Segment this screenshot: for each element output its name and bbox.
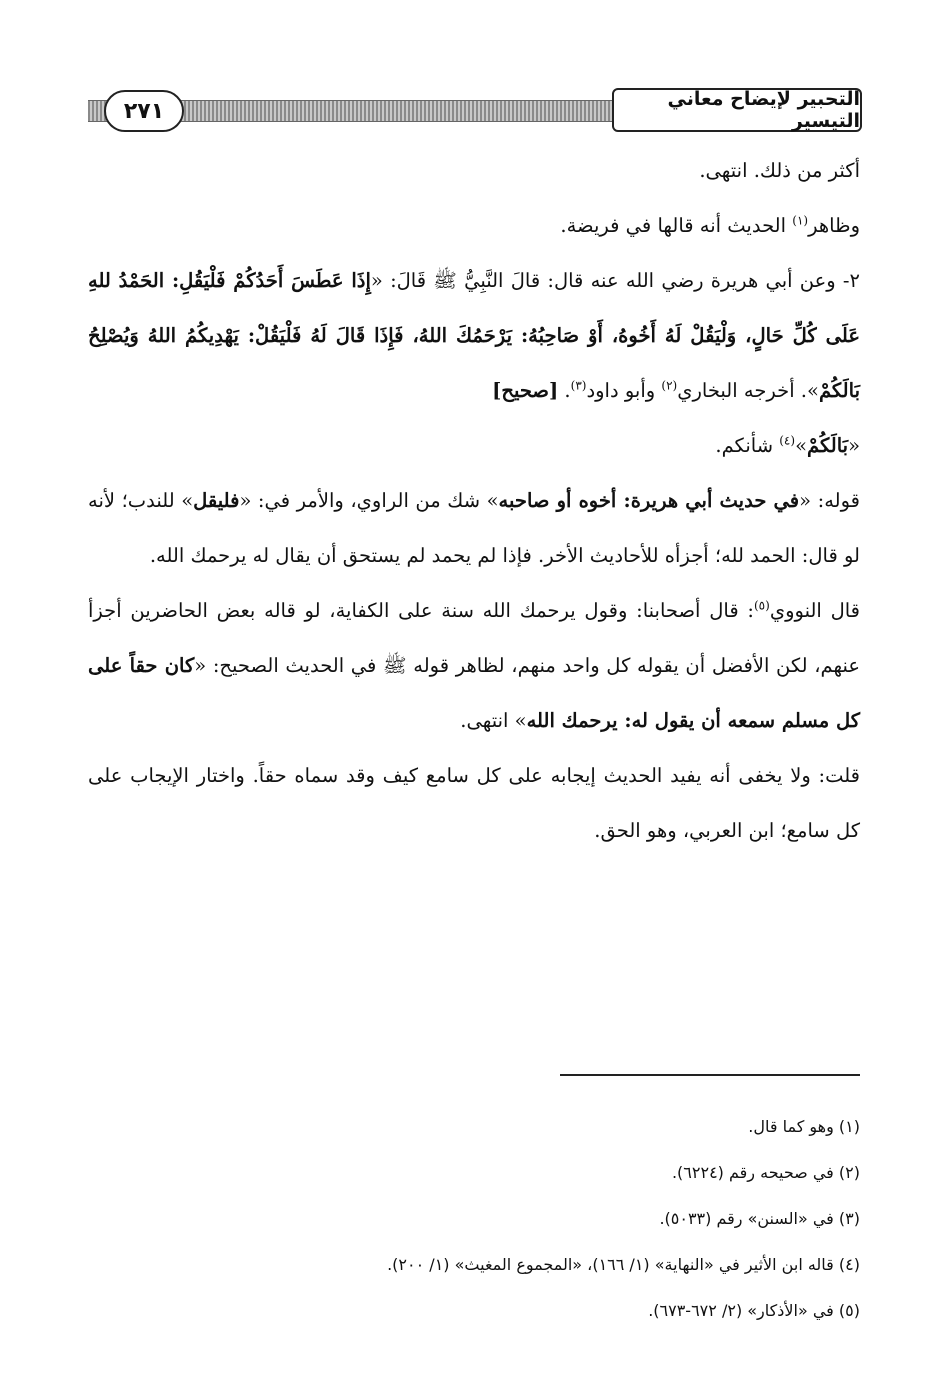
footnote-ref-1: (١): [792, 213, 809, 228]
footnote-ref-5: (٥): [753, 598, 770, 613]
paragraph-commentary: [88, 473, 860, 583]
text: وظاهر: [808, 214, 860, 237]
footnote-3: (٣) في «السنن» رقم (٥٠٣٣).: [659, 1209, 860, 1228]
text: وأبو داود: [586, 379, 662, 402]
text: قوله: «: [799, 489, 860, 512]
page-header: [88, 88, 862, 134]
footnote-ref-2: (٢): [661, 378, 678, 393]
hadith-text: إِذَا عَطَسَ أَحَدُكُمْ فَلْيَقُلِ: الحَمْدُ للهِ عَلَى كُلِّ حَالٍ، وَلْيَقُلْ لَهُ أَخُوهُ، أَوْ صَاحِبُهُ: يَرْحَمُكَ اللهُ، فَإِذَا قَالَ لَهُ فَلْيَقُلْ: يَهْدِيكُمُ اللهُ وَيُصْلِحُ بَالَكُمْ: [88, 269, 860, 402]
footnote-ref-3: (٣): [570, 378, 587, 393]
footnote-1: (١) وهو كما قال.: [748, 1117, 860, 1136]
page-number: ٢٧١: [104, 90, 184, 132]
footnote-4: (٤) قاله ابن الأثير في «النهاية» (١/ ١٦٦)، «المجموع المغيث» (١/ ٢٠٠).: [387, 1255, 860, 1274]
text: قال النووي: [769, 599, 860, 622]
text: »: [795, 434, 807, 457]
paragraph-conclusion: قلت: ولا يخفى أنه يفيد الحديث إيجابه على كل سامع كيف وقد سماه حقاً. واختار الإيجاب على كل سامع؛ ابن العربي، وهو الحق.: [88, 764, 860, 842]
quoted-phrase: في حديث أبي هريرة: أخوه أو صاحبه: [498, 489, 800, 512]
paragraph-gloss: [88, 418, 860, 473]
text: ٢- وعن أبي هريرة رضي الله عنه قال: قالَ النَّبِيُّ ﷺ قَالَ: «: [370, 269, 860, 292]
paragraph-2: [88, 198, 860, 253]
text: ». أخرجه البخاري: [677, 379, 819, 402]
text: : قال أصحابنا: وقول يرحمك الله سنة على الكفاية، لو قاله بعض الحاضرين أجزأ عنهم، لكن الأفضل أن يقوله كل واحد منهم، لظاهر قوله ﷺ في الحديث الصحيح: «: [88, 599, 861, 677]
text: «: [848, 434, 860, 457]
paragraph-1: أكثر من ذلك. انتهى.: [699, 159, 860, 182]
running-title: التحبير لإيضاح معاني التيسير: [612, 88, 862, 132]
quoted-hadith: كان حقاً على كل مسلم سمعه أن يقول له: يرحمك الله: [88, 654, 860, 732]
hadith-grade: [صحيح]: [492, 379, 559, 402]
footnotes: [88, 1104, 860, 1334]
text: » للندب؛ لأنه لو قال: الحمد لله؛ أجزأه للأحاديث الأخر. فإذا لم يحمد لم يستحق أن يقال له يرحمك الله.: [88, 489, 860, 567]
text: شأنكم.: [715, 434, 780, 457]
footnote-2: (٢) في صحيحه رقم (٦٢٢٤).: [671, 1163, 860, 1182]
footnote-5: (٥) في «الأذكار» (٢/ ٦٧٢-٦٧٣).: [648, 1301, 860, 1320]
text: » شك من الراوي، والأمر في: «: [239, 489, 499, 512]
quoted-word: فليقل: [193, 489, 240, 512]
footnote-divider: [560, 1074, 860, 1076]
paragraph-hadith: [88, 253, 860, 418]
footnote-ref-4: (٤): [779, 433, 796, 448]
text: .: [558, 379, 571, 402]
text: الحديث أنه قالها في فريضة.: [560, 214, 793, 237]
glossed-word: بَالَكُمْ: [807, 434, 849, 457]
main-text: [88, 143, 860, 858]
text: » انتهى.: [460, 709, 527, 732]
paragraph-nawawi: [88, 583, 860, 748]
